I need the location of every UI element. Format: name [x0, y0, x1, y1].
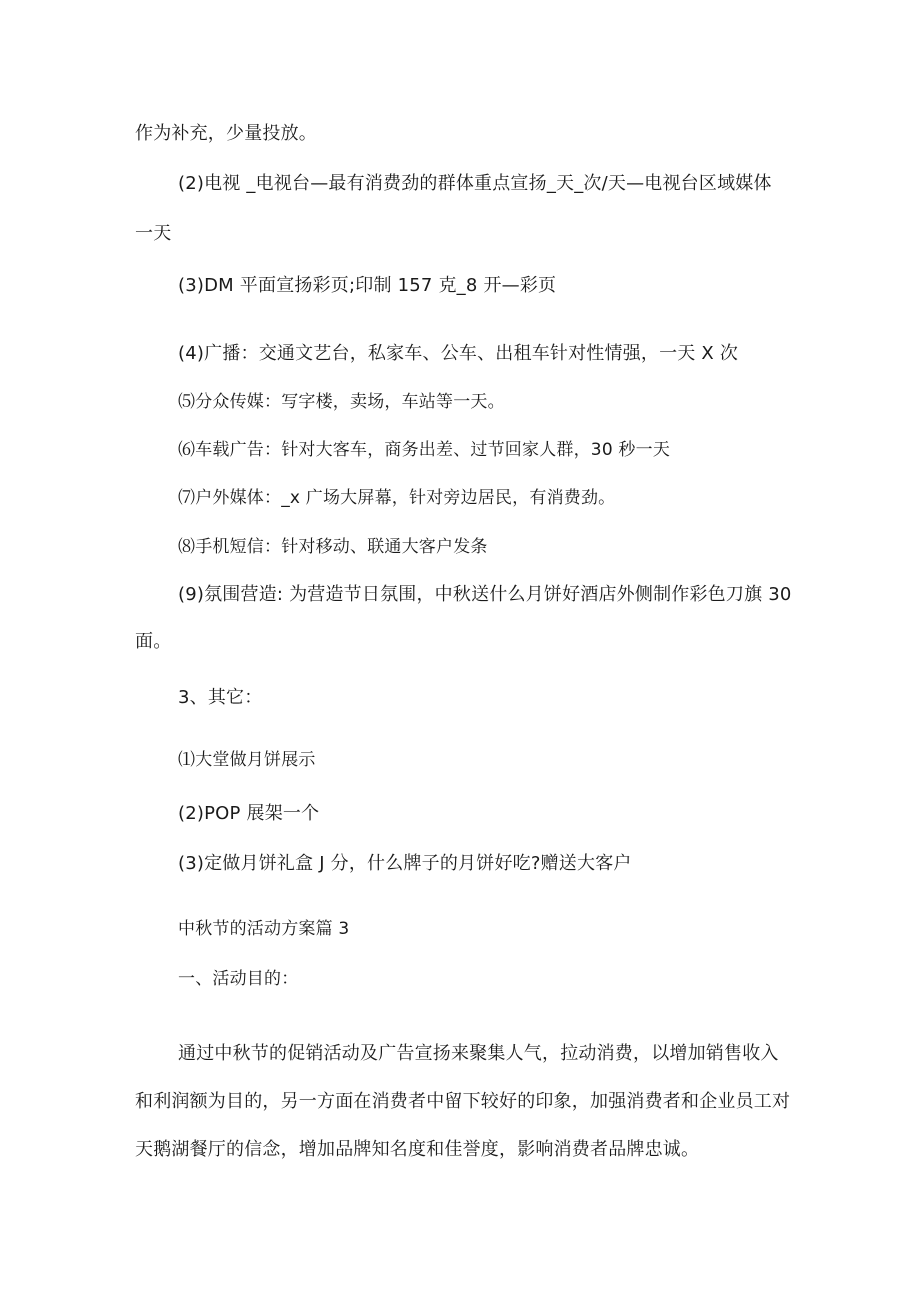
text-line-3: 一天 [135, 223, 172, 244]
text-line-14: (2)POP 展架一个 [178, 803, 320, 824]
paragraph-line-1: 通过中秋节的促销活动及广告宣扬来聚集人气，拉动消费，以增加销售收入 [178, 1043, 779, 1064]
text-line-4: (3)DM 平面宣扬彩页;印制 157 克_8 开—彩页 [178, 275, 557, 296]
text-line-1: 作为补充，少量投放。 [135, 123, 317, 144]
text-line-7: ⑹车载广告：针对大客车，商务出差、过节回家人群，30 秒一天 [178, 440, 671, 460]
text-line-5: (4)广播：交通文艺台，私家车、公车、出租车针对性情强，一天 X 次 [178, 343, 739, 364]
subsection-heading: 一、活动目的： [178, 969, 299, 989]
text-line-2: (2)电视 _电视台—最有消费劲的群体重点宣扬_天_次/天—电视台区域媒体 [178, 173, 772, 194]
text-line-12: 3、其它： [178, 687, 263, 708]
text-line-13: ⑴大堂做月饼展示 [178, 750, 316, 770]
text-line-10: (9)氛围营造: 为营造节日氛围，中秋送什么月饼好酒店外侧制作彩色刀旗 30 [178, 584, 792, 605]
text-line-15: (3)定做月饼礼盒 J 分，什么牌子的月饼好吃?赠送大客户 [178, 853, 632, 874]
text-line-11: 面。 [135, 631, 172, 652]
text-line-8: ⑺户外媒体：_x 广场大屏幕，针对旁边居民，有消费劲。 [178, 488, 616, 508]
text-line-9: ⑻手机短信：针对移动、联通大客户发条 [178, 537, 488, 557]
text-line-6: ⑸分众传媒：写字楼，卖场，车站等一天。 [178, 392, 505, 412]
section-heading: 中秋节的活动方案篇 3 [178, 919, 350, 939]
paragraph-line-2: 和利润额为目的，另一方面在消费者中留下较好的印象，加强消费者和企业员工对 [135, 1091, 791, 1112]
paragraph-line-3: 天鹅湖餐厅的信念，增加品牌知名度和佳誉度，影响消费者品牌忠诚。 [135, 1139, 700, 1160]
